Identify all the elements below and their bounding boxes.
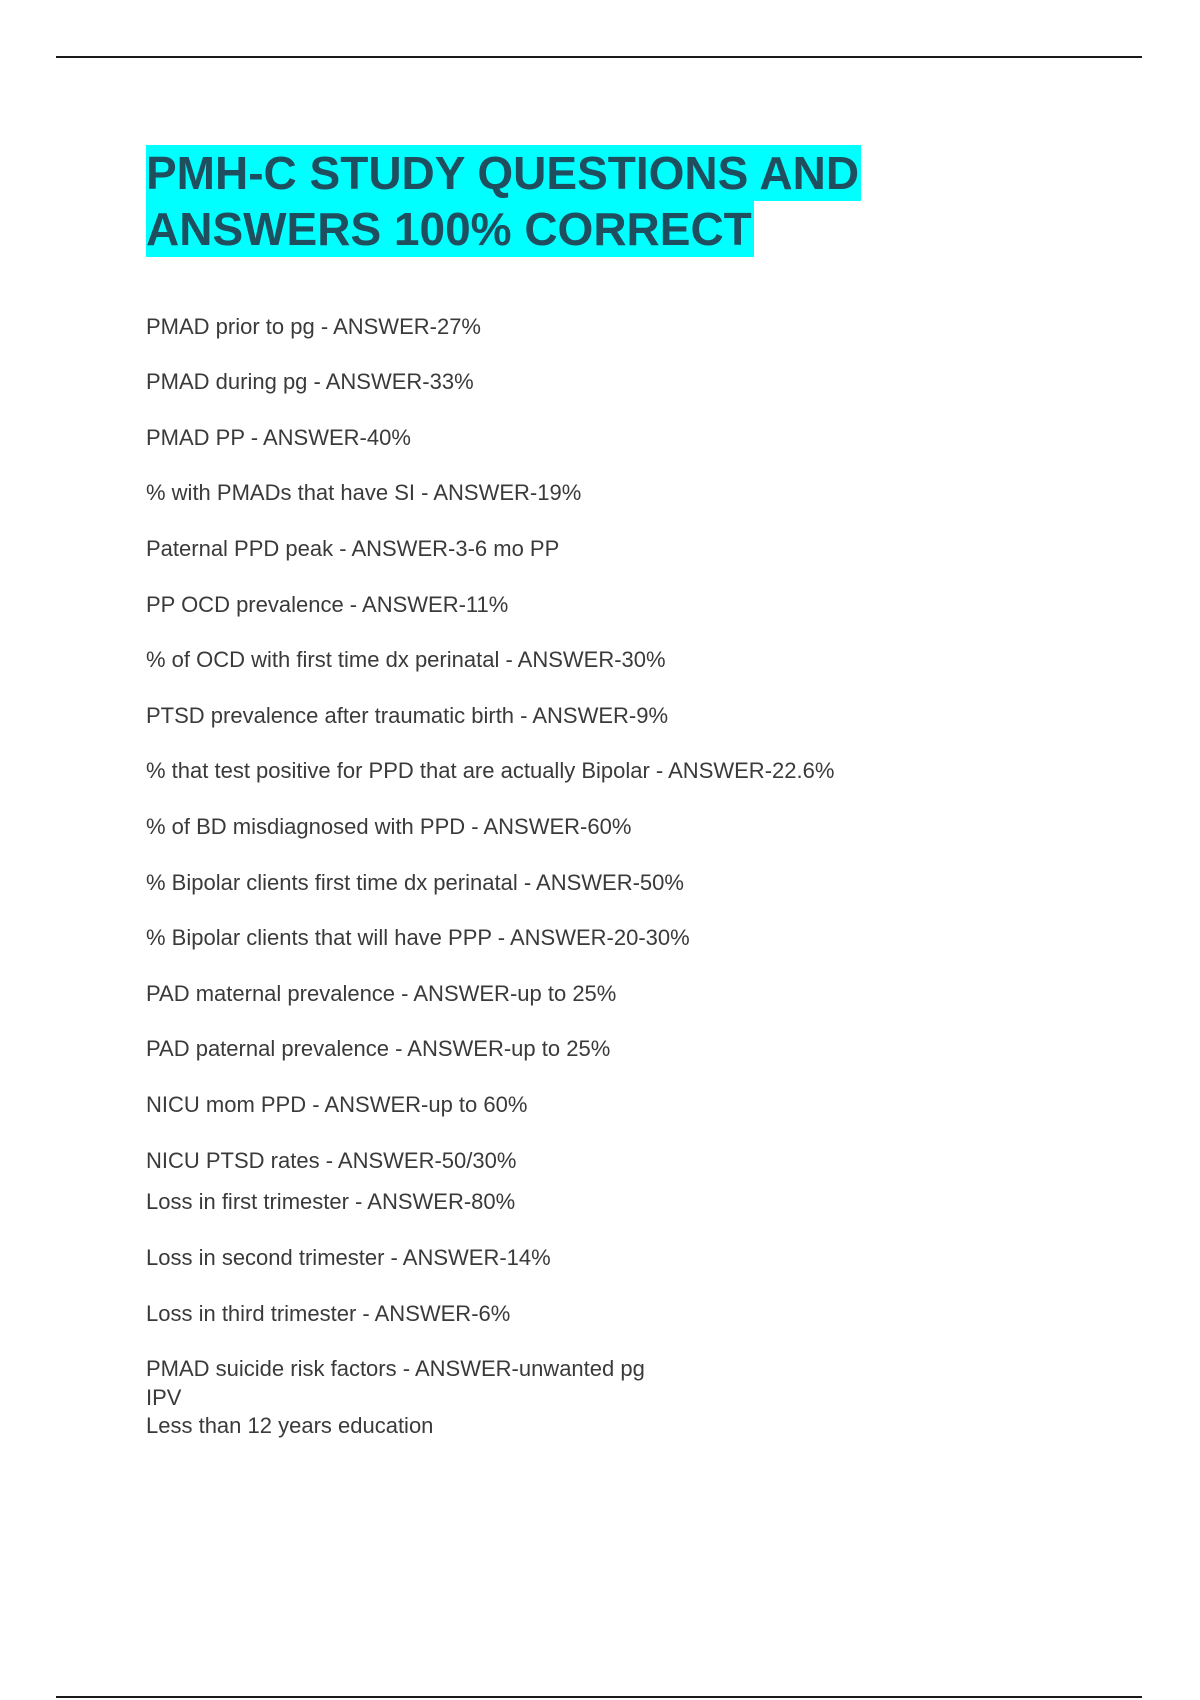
qa-item: Loss in first trimester - ANSWER-80% xyxy=(146,1189,516,1214)
qa-item: PP OCD prevalence - ANSWER-11% xyxy=(146,592,509,617)
qa-item: PMAD suicide risk factors - ANSWER-unwanted pg xyxy=(146,1356,645,1381)
header-rule xyxy=(56,56,1142,58)
qa-item: NICU mom PPD - ANSWER-up to 60% xyxy=(146,1092,528,1117)
title-line-2: ANSWERS 100% CORRECT xyxy=(146,203,752,255)
qa-item: % with PMADs that have SI - ANSWER-19% xyxy=(146,480,582,505)
footer-rule xyxy=(56,1696,1142,1698)
qa-item: PAD maternal prevalence - ANSWER-up to 25% xyxy=(146,981,617,1006)
qa-item: % Bipolar clients that will have PPP - ANSWER-20-30% xyxy=(146,925,690,950)
qa-item: % that test positive for PPD that are actually Bipolar - ANSWER-22.6% xyxy=(146,758,835,783)
document-title xyxy=(146,145,1046,257)
qa-item: % of OCD with first time dx perinatal - ANSWER-30% xyxy=(146,647,666,672)
qa-item: PMAD PP - ANSWER-40% xyxy=(146,425,411,450)
qa-item: % Bipolar clients first time dx perinatal - ANSWER-50% xyxy=(146,870,684,895)
qa-item: PMAD during pg - ANSWER-33% xyxy=(146,369,474,394)
title-line-1: PMH-C STUDY QUESTIONS AND xyxy=(146,147,860,199)
qa-item: Loss in third trimester - ANSWER-6% xyxy=(146,1301,511,1326)
qa-item: PTSD prevalence after traumatic birth - ANSWER-9% xyxy=(146,703,669,728)
qa-item: Paternal PPD peak - ANSWER-3-6 mo PP xyxy=(146,536,560,561)
qa-item-continuation: Less than 12 years education xyxy=(146,1413,434,1438)
qa-item: PMAD prior to pg - ANSWER-27% xyxy=(146,314,481,339)
qa-item-continuation: IPV xyxy=(146,1385,182,1410)
qa-item: % of BD misdiagnosed with PPD - ANSWER-60% xyxy=(146,814,632,839)
qa-item: Loss in second trimester - ANSWER-14% xyxy=(146,1245,551,1270)
qa-item: PAD paternal prevalence - ANSWER-up to 25% xyxy=(146,1036,611,1061)
qa-item: NICU PTSD rates - ANSWER-50/30% xyxy=(146,1148,517,1173)
